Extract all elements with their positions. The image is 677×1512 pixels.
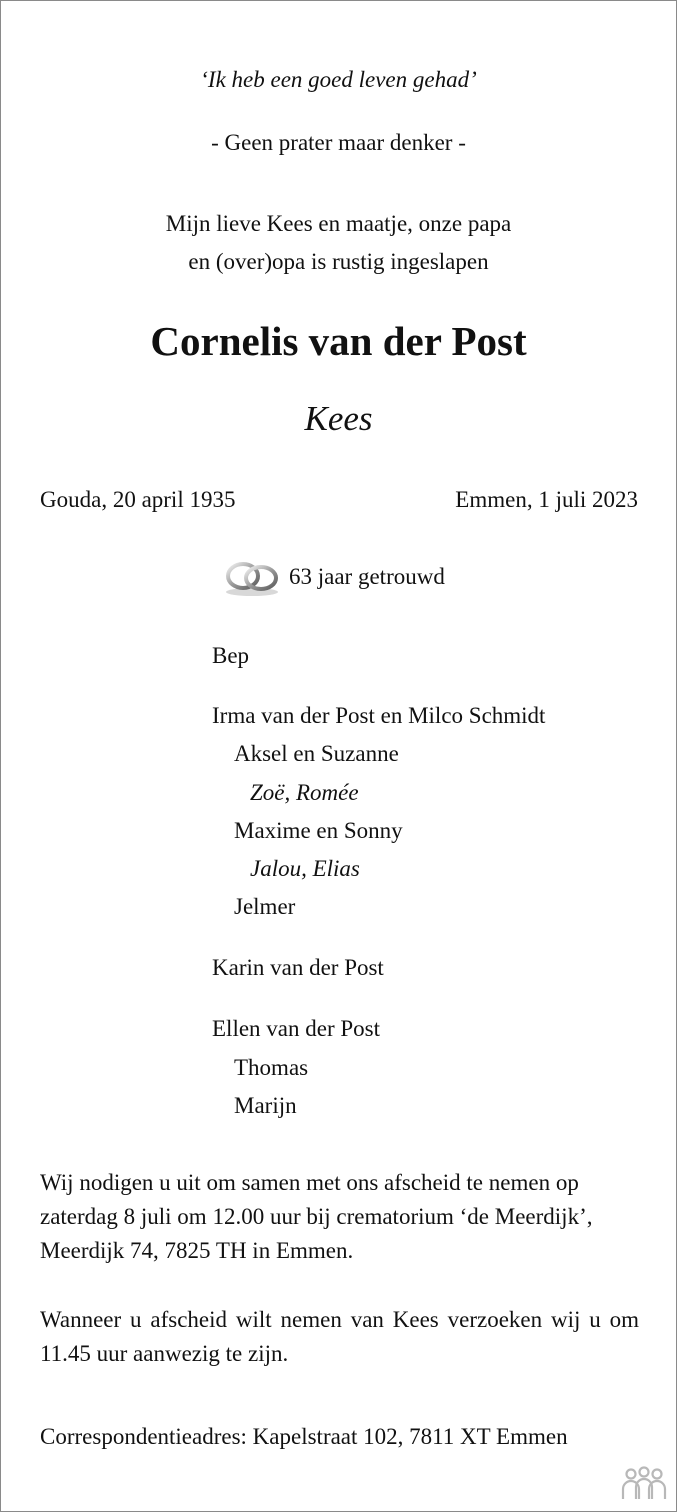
birth-place-date: Gouda, 20 april 1935 (40, 487, 236, 512)
family-member: Bep (212, 643, 250, 668)
ceremony-invitation: Wij nodigen u uit om samen met ons afscheid te nemen op zaterdag 8 juli om 12.00 uur bij crematorium ‘de Meerdijk’, Meerdijk 74, 7825 TH in Emmen. (40, 1170, 593, 1263)
married-years: 63 jaar getrouwd (289, 564, 445, 589)
death-place-date: Emmen, 1 juli 2023 (455, 487, 638, 512)
family-member-child: Maxime en Sonny (234, 818, 403, 843)
family-member-child: Jelmer (234, 894, 296, 919)
family-member: Irma van der Post en Milco Schmidt (212, 703, 546, 728)
quote: ‘Ik heb een goed leven gehad’ (200, 67, 477, 92)
intro-line: Mijn lieve Kees en maatje, onze papa (165, 211, 512, 236)
family-member: Ellen van der Post (212, 1016, 380, 1041)
people-logo-icon (620, 1465, 668, 1503)
deceased-name: Cornelis van der Post (150, 318, 527, 364)
correspondence-address: Correspondentieadres: Kapelstraat 102, 7811 XT Emmen (40, 1424, 568, 1449)
intro-text (1, 205, 676, 281)
family-member-child: Thomas (234, 1055, 309, 1080)
intro-line: en (over)opa is rustig ingeslapen (188, 249, 489, 274)
family-member: Karin van der Post (212, 955, 384, 980)
nickname: Kees (304, 399, 373, 438)
great-grandchildren: Jalou, Elias (250, 856, 360, 881)
family-member-child: Aksel en Suzanne (234, 741, 399, 766)
visitation-note: Wanneer u afscheid wilt nemen van Kees verzoeken wij u om 11.45 uur aanwezig te zijn. (40, 1307, 639, 1366)
family-member-child: Marijn (234, 1093, 297, 1118)
motto: - Geen prater maar denker - (211, 130, 466, 155)
great-grandchildren: Zoë, Romée (250, 780, 359, 805)
wedding-rings-icon (221, 558, 283, 598)
